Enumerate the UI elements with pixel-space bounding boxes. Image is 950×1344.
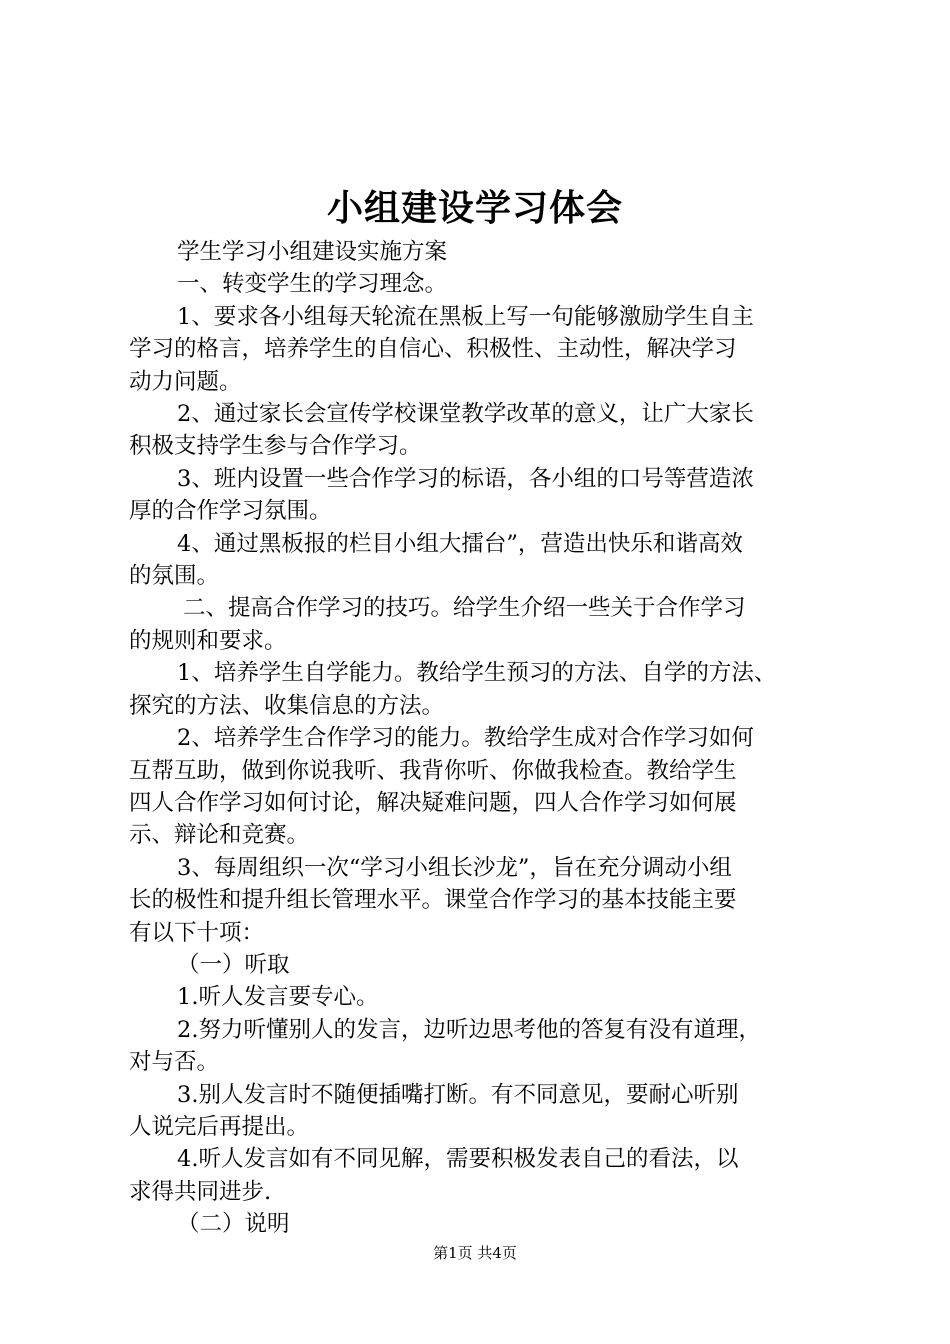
body-line: 探究的方法、收集信息的方法。 [129,692,445,719]
body-line: 动力问题。 [129,368,242,395]
body-line: 厚的合作学习氛围。 [129,498,332,525]
document-title: 小组建设学习体会 [326,187,623,229]
body-line: 4、通过黑板报的栏目小组大擂台”，营造出快乐和谐高效 [177,530,743,557]
page-footer: 第1页 共4页 [433,1244,517,1262]
body-line: 3、每周组织一次“学习小组长沙龙”，旨在充分调动小组 [177,854,732,881]
document-body [129,236,839,1241]
body-line: 3.别人发言时不随便插嘴打断。有不同意见，要耐心听别 [177,1081,739,1108]
body-line: 1、培养学生自学能力。教给学生预习的方法、自学的方法、 [177,660,777,687]
body-line: 学生学习小组建设实施方案 [177,239,448,265]
body-line: 对与否。 [129,1049,220,1076]
body-line: 2、培养学生合作学习的能力。教给学生成对合作学习如何 [177,725,754,752]
body-line: 1.听人发言要专心。 [177,984,379,1011]
body-line: 的氛围。 [129,563,220,590]
body-line: 积极支持学生参与合作学习。 [129,433,422,460]
body-line: 的规则和要求。 [129,627,287,654]
body-line: 人说完后再提出。 [129,1113,310,1140]
body-line: 求得共同进步. [129,1178,272,1205]
body-line: 互帮互助，做到你说我听、我背你听、你做我检查。教给学生 [129,757,737,784]
body-line: 四人合作学习如何讨论，解决疑难问题，四人合作学习如何展 [129,789,737,816]
body-line: 3、班内设置一些合作学习的标语，各小组的口号等营造浓 [177,465,754,492]
body-line: （二）说明 [177,1211,290,1238]
body-line: 长的极性和提升组长管理水平。课堂合作学习的基本技能主要 [129,887,737,914]
body-line: 有以下十项： [129,919,265,946]
body-line: 一、转变学生的学习理念。 [177,271,448,298]
body-line: 4.听人发言如有不同见解，需要积极发表自己的看法，以 [177,1146,739,1173]
body-line: 1、要求各小组每天轮流在黑板上写一句能够激励学生自主 [177,303,754,330]
body-line: 学习的格言，培养学生的自信心、积极性、主动性，解决学习 [129,336,737,363]
body-line: 2.努力听懂别人的发言，边听边思考他的答复有没有道理， [177,1016,761,1043]
body-line: （一）听取 [177,951,290,978]
body-line: 二、提高合作学习的技巧。给学生介绍一些关于合作学习 [183,595,746,622]
body-line: 2、通过家长会宣传学校课堂教学改革的意义，让广大家长 [177,401,754,428]
body-line: 示、辩论和竞赛。 [129,822,310,849]
